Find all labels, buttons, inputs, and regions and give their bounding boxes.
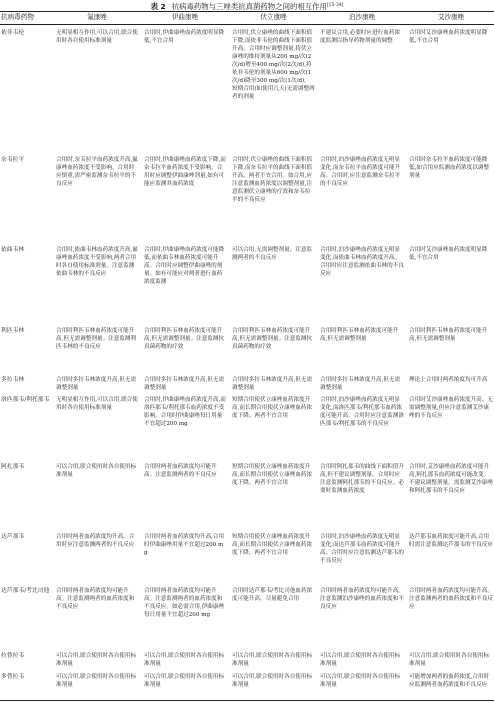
cell-etravirine-voriconazole: 可以合用,无需调整剂量。注意监测两者的不良反应 [232,247,313,262]
cell-darunavir-cobicistat-isavuconazole: 合用时两者血药浓度均可能升高。注意监测两者的血药浓度和不良反应 [409,588,493,611]
cell-dolutegravir-voriconazole: 可以合用,联合使用时各自使用标准剂量 [232,674,313,689]
top-rule [0,11,494,12]
cell-lopinavir-ritonavir-voriconazole: 短期合用使伏立康唑血药浓度升高,而长期合用使伏立康唑血药浓度下降。两者不宜合用 [232,397,313,420]
cell-rilpivirine-itraconazole: 合用时利匹韦林血药浓度可能升高,但无需调整剂量。注意监测抗真菌药物的疗效 [144,328,225,351]
cell-rilpivirine-fluconazole: 合用时利匹韦林血药浓度可能升高,但无需调整剂量。注意监测利匹韦林的不良反应 [56,328,137,351]
cell-nevirapine-itraconazole: 合用时,伊曲康唑血药浓度下降,而奈韦拉平血药浓度不受影响。合用时应调整伊曲康唑剂量,如有可能应监测其血药浓度 [144,157,226,188]
cell-darunavir-voriconazole: 短期合用使伏立康唑血药浓度升高,而长期合用使伏立康唑血药浓度下降。两者不宜合用 [232,534,313,557]
header-voriconazole: 伏立康唑 [260,13,287,21]
cell-etravirine-itraconazole: 合用时,伊曲康唑血药浓度可能降低,而依曲韦林血药浓度可能升高。合用时应调整伊曲康唑的剂量。如有可能应对两者进行血药浓度监测 [144,247,225,286]
cell-atazanavir-itraconazole: 合用时两者血药浓度均可能升高。注意监测两者的不良反应 [144,464,217,479]
cell-raltegravir-isavuconazole: 可以合用,联合使用时各自使用标准剂量 [409,653,490,668]
header-posaconazole: 泊沙康唑 [348,13,376,21]
cell-efavirenz-voriconazole: 合用时,伏立康唑的曲线下面积值下降,而依非韦伦的曲线下面积值升高。合用时应调整剂量,将伏立康唑的维持剂量从200 mg/次(2次/d)增至400 mg/次(2次/d),将依非韦伦的剂量从600 mg/次(1次/d)降至300 mg/次(1次/d)。短期合用(如使用几天)无需调整两者的剂量 [232,30,315,101]
cell-doravirine-posaconazole: 合用时多拉韦林浓度升高,但无需调整剂量 [320,377,401,392]
cell-dolutegravir-fluconazole: 可以合用,联合使用时各自使用标准剂量 [56,674,137,689]
table-caption [0,2,494,11]
cell-darunavir-itraconazole: 合用时两者血药浓度均升高,合用时伊曲康唑用量不宜超过200 mg [144,534,225,557]
cell-raltegravir-fluconazole: 可以合用,联合使用时各自使用标准剂量 [56,653,137,668]
table-number: 表 2 [150,2,166,11]
cell-darunavir-cobicistat-posaconazole: 合用时两者血药浓度均可能升高。注意监测泊沙康唑的血药浓度和不良反应 [320,588,404,611]
cell-raltegravir-posaconazole: 可以合用,联合使用时各自使用标准剂量 [320,653,401,668]
cell-efavirenz-posaconazole: 不建议合用,必要时应进行血药浓度监测以指导药物剂量的调整 [320,30,401,45]
cell-atazanavir-fluconazole: 可以合用,联合使用时各自使用标准剂量 [56,464,137,479]
cell-darunavir-fluconazole: 合用时两者血药浓度均升高。合用时应注意监测两者的不良反应 [56,534,135,549]
cell-darunavir-cobicistat-voriconazole: 合用时达芦那韦/考比司他血药浓度可能升高。尽量避免合用 [232,588,313,603]
cell-dolutegravir-itraconazole: 可以合用,联合使用时各自使用标准剂量 [144,674,225,689]
cell-dolutegravir-posaconazole: 可以合用,联合使用时各自使用标准剂量 [320,674,401,689]
row-drug-dolutegravir: 多替拉韦 [1,674,25,680]
cell-lopinavir-ritonavir-fluconazole: 无明显相互作用,可以合用,联合使用时各自使用标准剂量 [56,397,138,412]
cell-nevirapine-isavuconazole: 合用时奈韦拉平血药浓度可能降低,如合用应监测血药浓度以调整剂量 [409,157,490,180]
cell-darunavir-cobicistat-fluconazole: 合用时两者血药浓度均可能升高。注意监测两者的血药浓度和不良反应 [56,588,135,611]
cell-efavirenz-isavuconazole: 合用时艾沙康唑血药浓度明显降低,不宜合用 [409,30,488,45]
cell-lopinavir-ritonavir-posaconazole: 合用时,泊沙康唑血药浓度无明显变化,而洛匹那韦/利托那韦血药浓度可能升高。合用时应注意监测洛匹那韦/利托那韦的不良反应 [320,397,404,428]
cell-efavirenz-itraconazole: 合用时,伊曲康唑血药浓度明显降低,不宜合用 [144,30,225,45]
header-rule [0,24,494,25]
row-drug-darunavir-cobicistat: 达芦那韦/考比司他 [1,588,50,594]
table-title: 抗病毒药物与三唑类抗真菌药物之间的相互作用 [171,2,327,11]
cell-atazanavir-posaconazole: 合用时阿扎那韦的曲线下面积值升高,但不建议调整剂量。合用时应注意监测阿扎那韦的不良反应。必要时监测血药浓度 [320,464,404,495]
cell-raltegravir-voriconazole: 可以合用,联合使用时各自使用标准剂量 [232,653,313,668]
row-drug-atazanavir: 阿扎那韦 [1,464,25,470]
cell-etravirine-posaconazole: 合用时,泊沙康唑血药浓度无明显变化,而依曲韦林血药浓度升高。合用时应注意监测依曲韦林的不良反应 [320,247,404,278]
cell-atazanavir-voriconazole: 短期合用使伏立康唑血药浓度升高,而长期合用使伏立康唑血药浓度下降。两者不宜合用 [232,464,313,487]
cell-atazanavir-isavuconazole: 合用时,艾沙康唑血药浓度可能升高,阿扎那韦血药浓度可能改变。不建议调整剂量。需监测艾沙康唑和阿扎那韦的不良反应 [409,464,493,495]
cell-dolutegravir-isavuconazole: 可能增加两者的血药浓度,合用时应监测两者血药浓度和不良反应 [409,674,490,689]
row-drug-raltegravir: 拉替拉韦 [1,653,25,659]
row-drug-rilpivirine: 利匹韦林 [1,328,25,334]
cell-darunavir-posaconazole: 合用时,泊沙康唑血药浓度无明显变化,而达芦那韦血药浓度可能升高。合用时应注意监测达芦那韦的不良反应 [320,534,404,565]
cell-rilpivirine-isavuconazole: 合用时利匹韦林血药浓度可能升高,但无需调整剂量 [409,328,488,343]
row-drug-darunavir: 达芦那韦 [1,534,25,540]
bottom-rule [0,700,494,701]
cell-nevirapine-posaconazole: 合用时,泊沙康唑血药浓度无明显变化,而奈韦拉平血药浓度可能升高。合用时,应注意监测奈韦拉平的不良反应 [320,157,401,188]
cell-raltegravir-itraconazole: 可以合用,联合使用时各自使用标准剂量 [144,653,225,668]
row-drug-etravirine: 依曲韦林 [1,247,25,253]
cell-doravirine-itraconazole: 合用时多拉韦林浓度升高,但无需调整剂量 [144,377,225,392]
cell-nevirapine-voriconazole: 合用时,伏立康唑的曲线下面积值下降,而奈韦拉平的曲线下面积值升高。两者不宜合用。如合用,应注意监测血药浓度以调整剂量,注意监测伏立康唑的疗效和奈韦拉平的不良反应 [232,157,313,204]
table-references: [15-34] [326,3,344,8]
cell-nevirapine-fluconazole: 合用时,奈韦拉平血药浓度升高,氟康唑血药浓度不受影响。合用时应慎重,需严密监测奈韦拉平的不良反应 [56,157,138,188]
header-fluconazole: 氟康唑 [87,13,107,21]
row-drug-efavirenz: 依非韦伦 [1,30,25,36]
cell-rilpivirine-voriconazole: 合用时利匹韦林血药浓度可能升高,但无需调整剂量。注意监测抗真菌药物的疗效 [232,328,313,351]
cell-lopinavir-ritonavir-isavuconazole: 合用时艾沙康唑血药浓度升高。无需调整剂量,但应注意监测艾沙康唑的不良反应 [409,397,493,420]
row-drug-nevirapine: 奈韦拉平 [1,157,25,163]
cell-etravirine-fluconazole: 合用时,依曲韦林血药浓度升高,氟康唑血药浓度不受影响,两者合用时各自使用标准剂量。注意监测依曲韦林的不良反应 [56,247,138,278]
row-drug-doravirine: 多拉韦林 [1,377,25,383]
header-itraconazole: 伊曲康唑 [171,13,199,21]
cell-doravirine-voriconazole: 合用时多拉韦林浓度升高,但无需调整剂量 [232,377,313,392]
cell-efavirenz-fluconazole: 无明显相互作用,可以合用,联合使用时各自使用标准剂量 [56,30,138,45]
header-isavuconazole: 艾沙康唑 [437,13,465,21]
cell-doravirine-fluconazole: 合用时多拉韦林浓度升高,但无需调整剂量 [56,377,137,392]
cell-lopinavir-ritonavir-itraconazole: 合用时,伊曲康唑血药浓度升高,而洛匹那韦/利托那韦血药浓度不受影响。合用时伊曲康唑每日用量不宜超过200 mg [144,397,226,428]
cell-rilpivirine-posaconazole: 合用时利匹韦林血药浓度可能升高,但无需调整剂量 [320,328,399,343]
cell-etravirine-isavuconazole: 合用时艾沙康唑血药浓度明显降低,不宜合用 [409,247,488,262]
cell-darunavir-cobicistat-itraconazole: 合用时两者血药浓度均可能升高。注意监测两者的血药浓度和不良反应。如必需合用,伊曲康唑每日用量不宜超过200 mg [144,588,225,619]
header-antiviral-drug: 抗病毒药物 [1,13,34,21]
row-drug-lopinavir-ritonavir: 洛匹那韦/利托那韦 [1,397,50,403]
cell-darunavir-isavuconazole: 达芦那韦血药浓度可能升高,合用时需注意监测达芦那韦的不良反应 [409,534,493,549]
cell-doravirine-isavuconazole: 理论上合用时两者浓度均可升高 [409,377,488,383]
